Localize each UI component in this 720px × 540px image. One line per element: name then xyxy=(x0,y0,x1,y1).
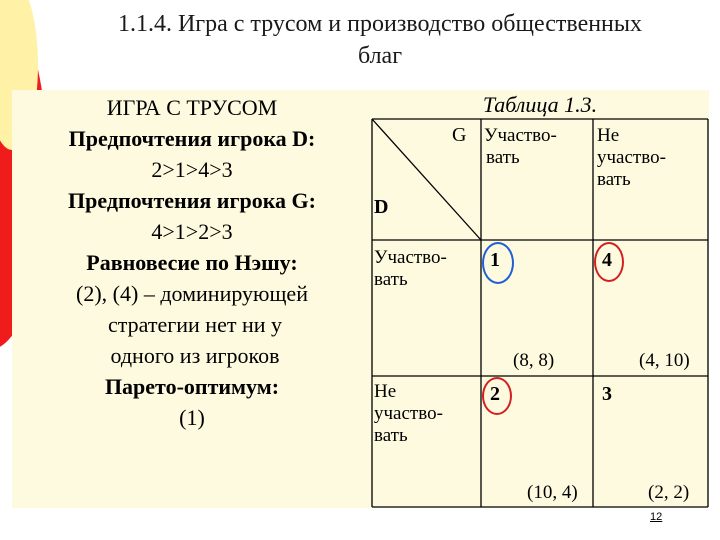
cell-2-payoff: (10, 4) xyxy=(527,482,578,503)
slide-title-line-1: 1.1.4. Игра с трусом и производство общественных xyxy=(117,11,643,37)
cell-3-number: 3 xyxy=(602,383,612,405)
col-header-participate-line-1: Участво- xyxy=(484,125,557,146)
nash-value-line-3: одного из игроков xyxy=(110,343,280,368)
pareto-value: (1) xyxy=(179,405,205,430)
cell-4-number: 4 xyxy=(602,249,612,271)
nash-heading: Равновесие по Нэшу: xyxy=(86,250,298,275)
pareto-heading: Парето-оптимум: xyxy=(104,374,280,399)
preferences-g-heading: Предпочтения игрока G: xyxy=(68,188,316,213)
row-header-not-participate-line-2: участво- xyxy=(374,403,443,424)
slide-title-line-2: благ xyxy=(357,43,403,69)
corner-label-d: D xyxy=(374,196,389,218)
row-header-not-participate-line-3: вать xyxy=(374,425,408,446)
col-header-participate-line-2: вать xyxy=(486,147,520,168)
col-header-participate xyxy=(484,125,557,169)
row-header-not-participate xyxy=(374,381,443,447)
game-name: ИГРА С ТРУСОМ xyxy=(106,95,278,120)
preferences-d-heading: Предпочтения игрока D: xyxy=(68,126,316,151)
row-header-participate-line-2: вать xyxy=(374,269,408,290)
row-header-not-participate-line-1: Не xyxy=(374,381,397,402)
cell-3-payoff: (2, 2) xyxy=(648,482,690,503)
nash-value-line-2: стратегии нет ни у xyxy=(108,312,282,337)
preferences-d-value: 2>1>4>3 xyxy=(151,157,233,182)
col-header-not-participate-line-2: участво- xyxy=(597,147,666,168)
col-header-not-participate-line-3: вать xyxy=(597,169,631,190)
table-caption: Таблица 1.3. xyxy=(482,92,598,117)
corner-label-g: G xyxy=(452,124,467,146)
cell-1-payoff: (8, 8) xyxy=(513,350,555,371)
col-header-not-participate xyxy=(597,125,666,191)
nash-value-line-1: (2), (4) – доминирующей xyxy=(76,281,308,306)
col-header-not-participate-line-1: Не xyxy=(597,125,620,146)
cell-2-number: 2 xyxy=(490,383,500,405)
row-header-participate xyxy=(374,247,447,291)
row-header-participate-line-1: Участво- xyxy=(374,247,447,268)
cell-4-payoff: (4, 10) xyxy=(639,350,690,371)
preferences-g-value: 4>1>2>3 xyxy=(151,219,233,244)
slide-number: 12 xyxy=(650,511,663,523)
cell-1-number: 1 xyxy=(490,249,500,271)
